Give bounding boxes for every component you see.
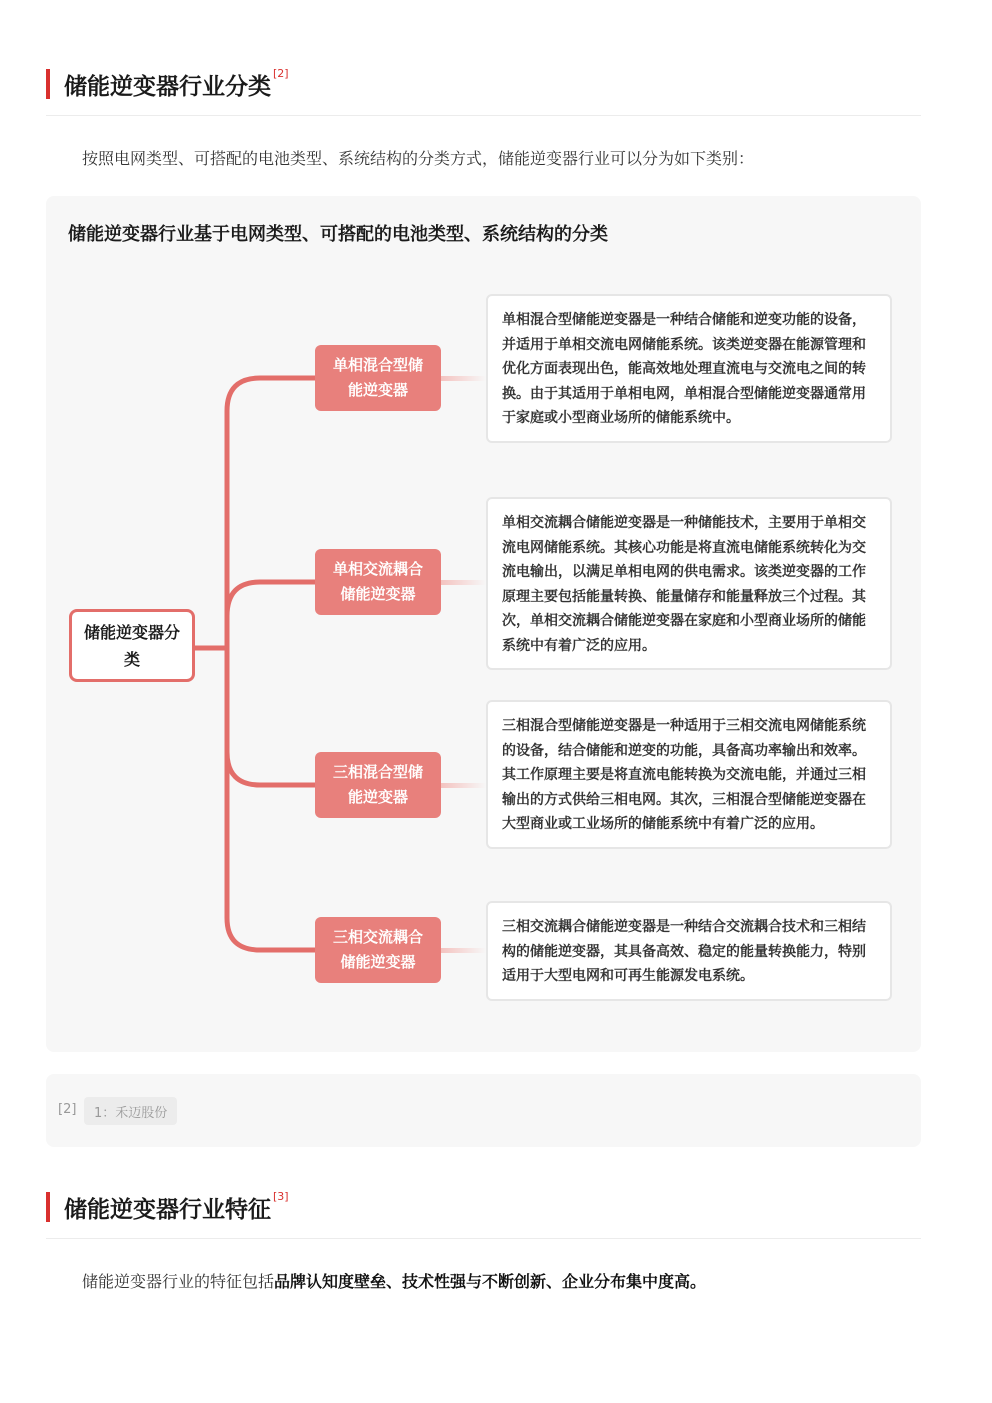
citation-ref[interactable]: [3]	[273, 1189, 289, 1203]
reference-source-link[interactable]: 1：禾迈股份	[84, 1097, 177, 1125]
branch-node-4: 三相交流耦合储能逆变器	[315, 917, 441, 983]
branch-description-4: 三相交流耦合储能逆变器是一种结合交流耦合技术和三相结构的储能逆变器，其具备高效、稳定的能量转换能力，特别适用于大型电网和可再生能源发电系统。	[486, 901, 892, 1001]
branch-description-2: 单相交流耦合储能逆变器是一种储能技术，主要用于单相交流电网储能系统。其核心功能是将直流电储能系统转化为交流电输出，以满足单相电网的供电需求。该类逆变器的工作原理主要包括能量转换、能量储存和能量释放三个过程。其次，单相交流耦合储能逆变器在家庭和小型商业场所的储能系统中有着广泛的应用。	[486, 497, 892, 670]
reference-box	[46, 1074, 921, 1147]
heading-accent-bar	[46, 1192, 50, 1222]
reference-number: [2]	[58, 1102, 77, 1117]
branch-node-2: 单相交流耦合储能逆变器	[315, 549, 441, 615]
connector-branch-1	[227, 378, 315, 648]
branch-node-3: 三相混合型储能逆变器	[315, 752, 441, 818]
section-title: 储能逆变器行业特征[3]	[64, 1189, 289, 1223]
diagram-title: 储能逆变器行业基于电网类型、可搭配的电池类型、系统结构的分类	[68, 224, 608, 245]
connector-card-1	[441, 376, 486, 381]
connector-branch-3	[227, 648, 315, 785]
section-intro: 储能逆变器行业的特征包括品牌认知度壁垒、技术性强与不断创新、企业分布集中度高。	[82, 1272, 707, 1291]
key-characteristics: 品牌认知度壁垒、技术性强与不断创新、企业分布集中度高。	[274, 1272, 707, 1291]
citation-ref[interactable]: [2]	[273, 66, 289, 80]
connector-branch-2	[227, 582, 315, 648]
heading-accent-bar	[46, 69, 50, 99]
section-intro: 按照电网类型、可搭配的电池类型、系统结构的分类方式，储能逆变器行业可以分为如下类别：	[82, 149, 755, 168]
connector-card-2	[441, 580, 486, 585]
connector-card-3	[441, 783, 486, 788]
section-heading-classification	[46, 68, 289, 100]
classification-diagram-panel	[46, 196, 921, 1052]
mindmap-root-node: 储能逆变器分类	[69, 609, 195, 682]
section-title: 储能逆变器行业分类[2]	[64, 66, 289, 100]
section-divider	[46, 1238, 921, 1239]
section-heading-characteristics	[46, 1191, 289, 1223]
branch-description-1: 单相混合型储能逆变器是一种结合储能和逆变功能的设备，并适用于单相交流电网储能系统。该类逆变器在能源管理和优化方面表现出色，能高效地处理直流电与交流电之间的转换。由于其适用于单相电网，单相混合型储能逆变器通常用于家庭或小型商业场所的储能系统中。	[486, 294, 892, 443]
branch-description-3: 三相混合型储能逆变器是一种适用于三相交流电网储能系统的设备，结合储能和逆变的功能，具备高功率输出和效率。其工作原理主要是将直流电能转换为交流电能，并通过三相输出的方式供给三相电网。其次，三相混合型储能逆变器在大型商业或工业场所的储能系统中有着广泛的应用。	[486, 700, 892, 849]
connector-branch-4	[227, 648, 315, 950]
branch-node-1: 单相混合型储能逆变器	[315, 345, 441, 411]
section-divider	[46, 115, 921, 116]
connector-card-4	[441, 948, 486, 953]
